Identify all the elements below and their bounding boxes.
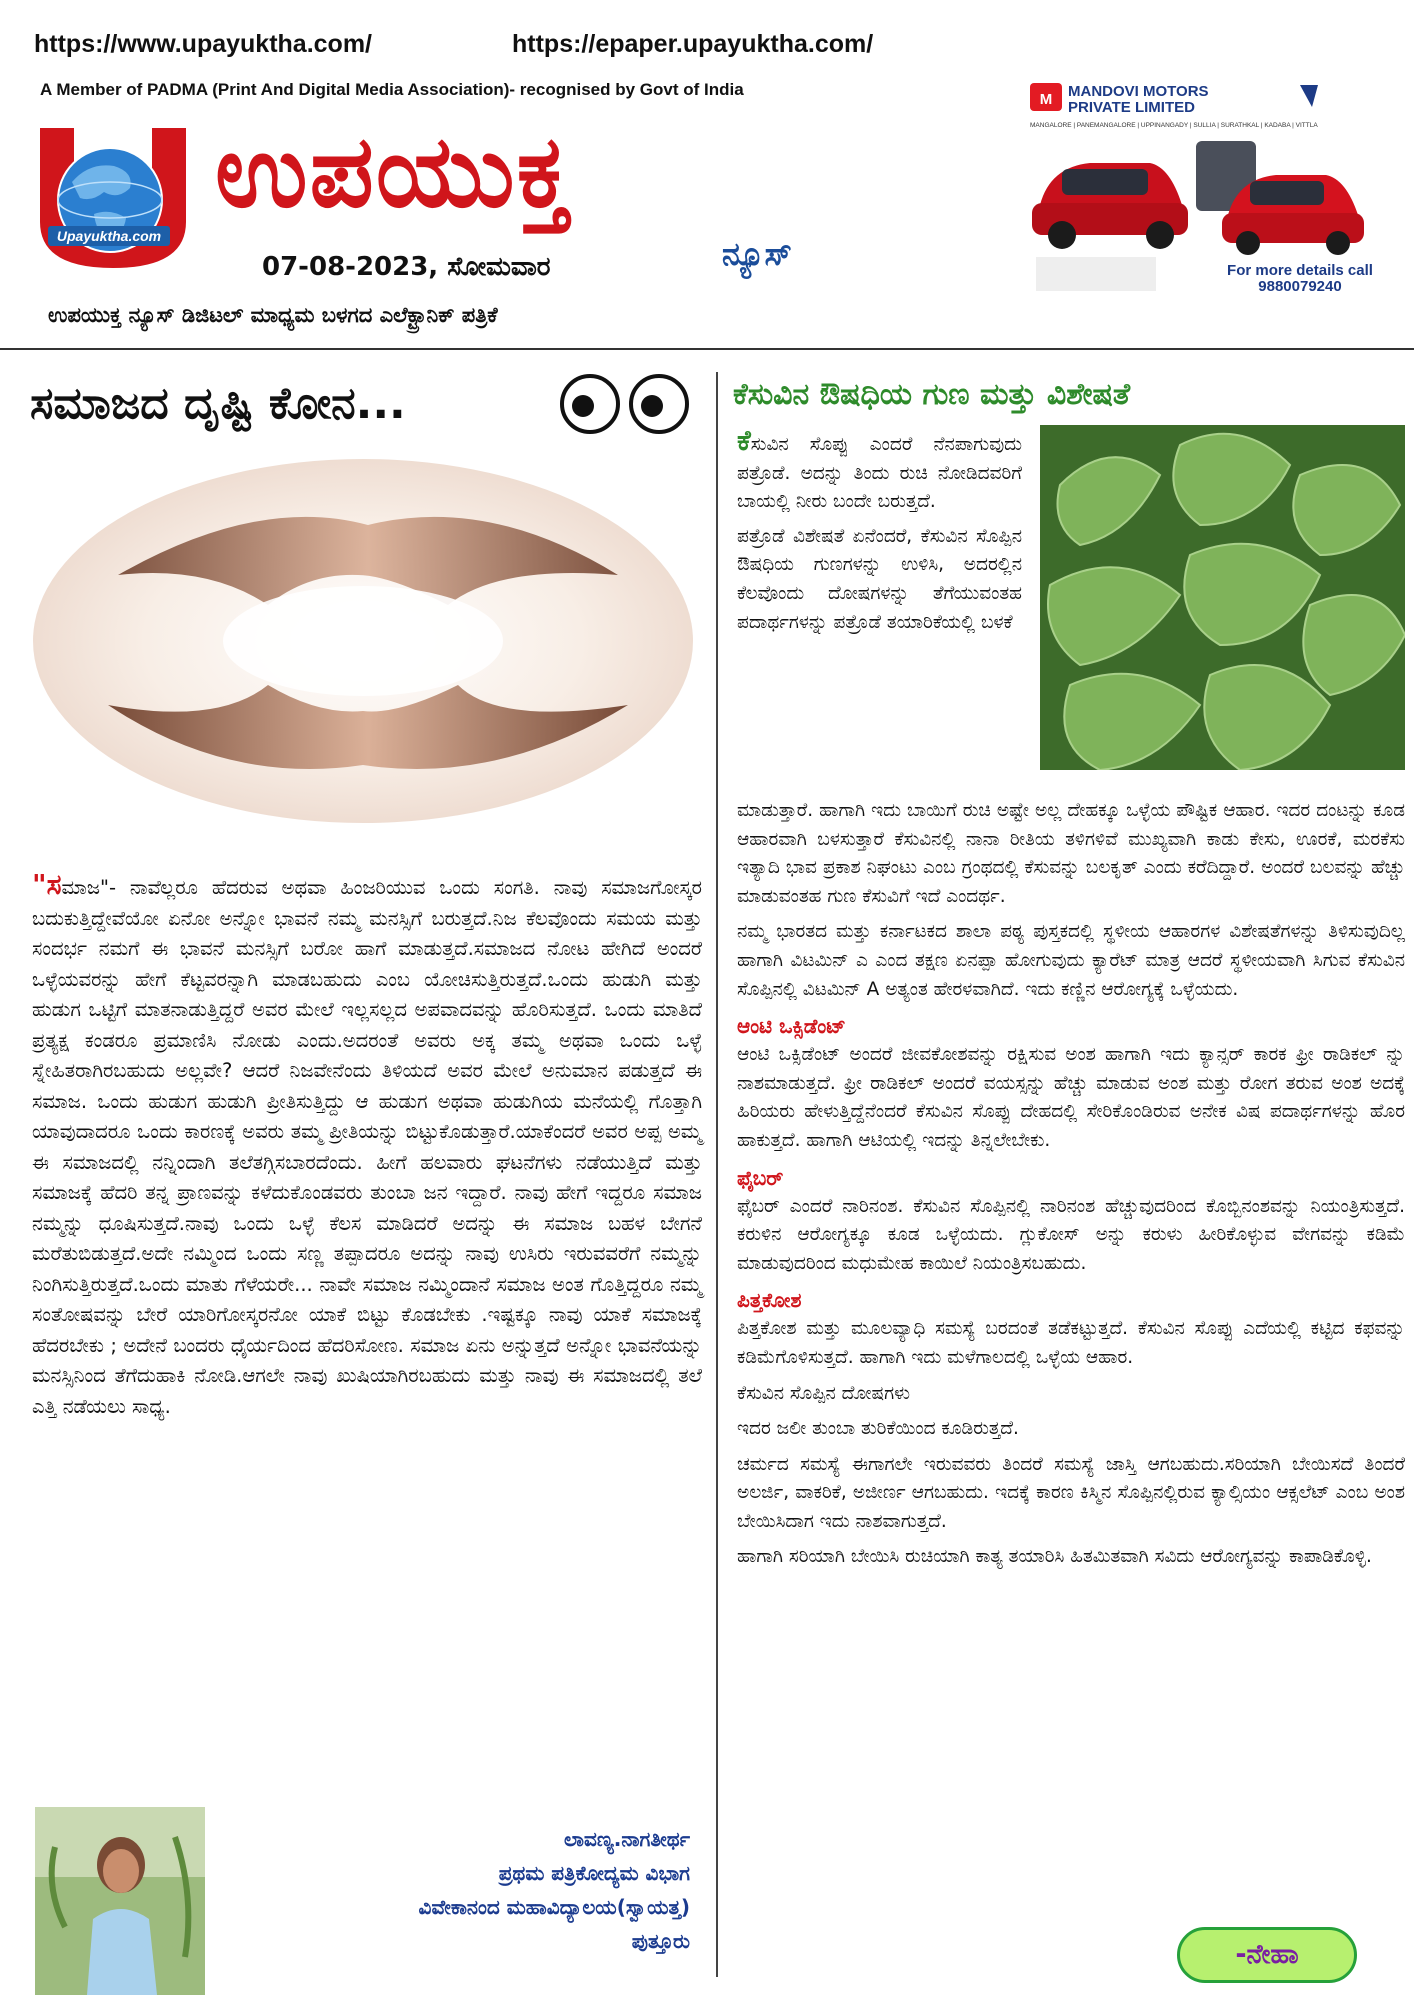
signature-badge: -ನೇಹಾ [1177,1927,1357,1983]
ad-brand-line1: MANDOVI MOTORS [1068,83,1209,100]
masthead-title: ಉಪಯುಕ್ತ [215,113,573,230]
upayuktha-logo [34,122,192,272]
author-college: ವಿವೇಕಾನಂದ ಮಹಾವಿದ್ಯಾಲಯ(ಸ್ವಾಯತ್ತ) [418,1895,690,1919]
member-line: A Member of PADMA (Print And Digital Media Association)- recognised by Govt of India [40,80,744,99]
epaper-url[interactable]: https://epaper.upayuktha.com/ [512,30,874,58]
left-body-text: ಮಾಜ"- ನಾವೆಲ್ಲರೂ ಹೆದರುವ ಅಥವಾ ಹಿಂಜರಿಯುವ ಒಂದು ಸಂಗತಿ. ನಾವು ಸಮಾಜಗೋಸ್ಕರ ಬದುಕುತ್ತಿದ್ದೇವೆಯೋ ಏನೋ ಅನ್ನೋ ಭಾವನೆ ನಮ್ಮ ಮನಸ್ಸಿಗೆ ಬರುತ್ತದೆ.ನಿಜ ಕೆಲವೊಂದು ಸಮಯ ಮತ್ತು ಸಂದರ್ಭ ನಮಗೆ ಈ ಭಾವನೆ ಮನಸ್ಸಿಗೆ ಬರೋ ಹಾಗೆ ಮಾಡುತ್ತದೆ.ಸಮಾಜದ ನೋಟ ಹೇಗಿದೆ ಅಂದರೆ ಒಳ್ಳೆಯವರನ್ನು ಹೇಗೆ ಕೆಟ್ಟವರನ್ನಾಗಿ ಮಾಡಬಹುದು ಎಂಬ ಯೋಚಿಸುತ್ತಿರುತ್ತದೆ.ಒಂದು ಹುಡುಗಿ ಮತ್ತು ಹುಡುಗ ಒಟ್ಟಿಗೆ ಮಾತನಾಡುತ್ತಿದ್ದರೆ ಅವರ ಮೇಲೆ ಇಲ್ಲಸಲ್ಲದ ಅಪವಾದವನ್ನು ಹೊರಿಸುತ್ತದೆ. ಒಂದು ಮಾತಿದೆ ಪ್ರತ್ಯಕ್ಷ ಕಂಡರೂ ಪ್ರಮಾಣಿಸಿ ನೋಡು ಎಂದು.ಅದರಂತೆ ಅವರು ಅಕ್ಕ ತಮ್ಮ ಅಥವಾ ಒಂದು ಒಳ್ಳೆ ಸ್ನೇಹಿತರಾಗಿರಬಹುದು ಅಲ್ಲವೇ? ಆದರೆ ನಿಜವೇನೆಂದು ತಿಳಿಯದೆ ಅವರ ಮೇಲೆ ಅನುಮಾನ ಪಡುತ್ತದೆ ಈ ಸಮಾಜ. ಒಂದು ಹುಡುಗ ಹುಡುಗಿ ಪ್ರೀತಿಸುತ್ತಿದ್ದು ಆ ಹುಡುಗ ಅಥವಾ ಹುಡುಗಿಯ ಮನೆಯಲ್ಲಿ ಗೊತ್ತಾಗಿ ಯಾವುದಾದರೂ ಒಂದು ಕಾರಣಕ್ಕೆ ಅವರು ತಮ್ಮ ಪ್ರೀತಿಯನ್ನು ಬಿಟ್ಟುಕೊಡುತ್ತಾರೆ.ಯಾಕೆಂದರೆ ಅವರ ಅಪ್ಪ ಅಮ್ಮ ಈ ಸಮಾಜದಲ್ಲಿ ನನ್ನಿಂದಾಗಿ ತಲೆತಗ್ಗಿಸಬಾರದೆಂದು. ಹೀಗೆ ಹಲವಾರು ಘಟನೆಗಳು ನಡೆಯುತ್ತಿದೆ ಮತ್ತು ಸಮಾಜಕ್ಕೆ ಹೆದರಿ ತನ್ನ ಪ್ರಾಣವನ್ನು ಕಳೆದುಕೊಂಡವರು ತುಂಬಾ ಜನ ಇದ್ದಾರೆ. ನಾವು ಹೇಗೆ ಇದ್ದರೂ ಸಮಾಜ ನಮ್ಮನ್ನು ಧೂಷಿಸುತ್ತದೆ.ನಾವು ಒಂದು ಒಳ್ಳೆ ಕೆಲಸ ಮಾಡಿದರೆ ಅದನ್ನು ಈ ಸಮಾಜ ಬಹಳ ಬೇಗನೆ ಮರೆತುಬಿಡುತ್ತದೆ.ಅದೇ ನಮ್ಮಿಂದ ಒಂದು ಸಣ್ಣ ತಪ್ಪಾದರೂ ಅದನ್ನು ನಾವು ಉಸಿರು ಇರುವವರೆಗೆ ನಮ್ಮನ್ನು ನಿಂಗಿಸುತ್ತಿರುತ್ತದೆ.ಒಂದು ಮಾತು ಗೆಳೆಯರೇ... ನಾವೇ ಸಮಾಜ ನಮ್ಮಿಂದಾನೆ ಸಮಾಜ ಅಂತ ಗೊತ್ತಿದ್ದರೂ ನಮ್ಮ ಸಂತೋಷವನ್ನು ಬೇರೆ ಯಾರಿಗೋಸ್ಕರನೋ ಯಾಕೆ ಬಿಟ್ಟು ಕೊಡಬೇಕು .ಇಷ್ಟಕ್ಕೂ ನಾವು ಯಾಕೆ ಸಮಾಜಕ್ಕೆ ಹೆದರಬೇಕು ; ಅದೇನೆ ಬಂದರು ಧೈರ್ಯದಿಂದ ಹೆದರಿಸೋಣ. ಸಮಾಜ ಏನು ಅನ್ನುತ್ತದೆ ಅನ್ನೋ ಭಾವನೆಯನ್ನು ಮನಸ್ಸಿನಿಂದ ತೆಗೆದುಹಾಕಿ ನೋಡಿ.ಆಗಲೇ ನಾವು ಖುಷಿಯಾಗಿರಬಹುದು ಮತ್ತು ನಾವು ಈ ಸಮಾಜದಲ್ಲಿ ತಲೆ ಎತ್ತಿ ನಡೆಯಲು ಸಾಧ್ಯ. [32,876,702,1418]
subheading-antioxidant: ಆಂಟಿ ಒಕ್ಸಿಡೆಂಟ್ [737,1014,846,1039]
right-para-6: ಫೈಬರ್ ಎಂದರೆ ನಾರಿನಂಶ. ಕೆಸುವಿನ ಸೊಪ್ಪಿನಲ್ಲಿ ನಾರಿನಂಶ ಹೆಚ್ಚುವುದರಿಂದ ಕೊಬ್ಬಿನಂಶವನ್ನು ನಿಯಂತ್ರಿಸುತ್ತದೆ. ಕರುಳಿನ ಆರೋಗ್ಯಕ್ಕೂ ಕೂಡ ಒಳ್ಳೆಯದು. ಗ್ಲುಕೋಸ್ ಅನ್ನು ಕರುಳು ಹೀರಿಕೊಳ್ಳುವ ವೇಗವನ್ನು ಕಡಿಮೆ ಮಾಡುವುದರಿಂದ ಮಧುಮೇಹ ಕಾಯಿಲೆ ನಿಯಂತ್ರಿಸಬಹುದು. [737,1195,1405,1274]
left-article-body [32,870,702,1422]
right-para-2: ಪತ್ರೊಡೆ ವಿಶೇಷತೆ ಏನೆಂದರೆ, ಕೆಸುವಿನ ಸೊಪ್ಪಿನ ಔಷಧಿಯ ಗುಣಗಳನ್ನು ಉಳಿಸಿ, ಅದರಲ್ಲಿನ ಕೆಲವೊಂದು ದೋಷಗಳನ್ನು ತೆಗೆಯುವಂತಹ ಪದಾರ್ಥಗಳನ್ನು ಪತ್ರೊಡೆ ತಯಾರಿಕೆಯಲ್ಲಿ ಬಳಕೆ [737,525,1022,633]
right-para-5: ಆಂಟಿ ಒಕ್ಸಿಡೆಂಟ್ ಅಂದರೆ ಜೀವಕೋಶವನ್ನು ರಕ್ಷಿಸುವ ಅಂಶ ಹಾಗಾಗಿ ಇದು ಕ್ಯಾನ್ಸರ್ ಕಾರಕ ಫ್ರೀ ರಾಡಿಕಲ್ ನ್ನು ನಾಶಮಾಡುತ್ತದೆ. ಫ್ರೀ ರಾಡಿಕಲ್ ಅಂದರೆ ವಯಸ್ಸನ್ನು ಹೆಚ್ಚು ಮಾಡುವ ಅಂಶ ಮತ್ತು ರೋಗ ತರುವ ಅಂಶ ಅದಕ್ಕೆ ಹಿರಿಯರು ಹೇಳುತ್ತಿದ್ದೆನೆಂದರೆ ಕೆಸುವಿನ ಸೊಪ್ಪು ದೇಹದಲ್ಲಿ ಸೇರಿಕೊಂಡಿರುವ ಅನೇಕ ವಿಷ ಪದಾರ್ಥಗಳನ್ನು ಹೊರ ಹಾಕುತ್ತದೆ. ಹಾಗಾಗಿ ಆಟಿಯಲ್ಲಿ ಇದನ್ನು ತಿನ್ನಲೇಬೇಕು. [737,1044,1405,1151]
right-para-10: ಚರ್ಮದ ಸಮಸ್ಯೆ ಈಗಾಗಲೇ ಇರುವವರು ತಿಂದರೆ ಸಮಸ್ಯೆ ಜಾಸ್ತಿ ಆಗಬಹುದು.ಸರಿಯಾಗಿ ಬೇಯಿಸದೆ ತಿಂದರೆ ಅಲರ್ಜಿ, ವಾಕರಿಕೆ, ಅಜೀರ್ಣ ಆಗಬಹುದು. ಇದಕ್ಕೆ ಕಾರಣ ಕಿಸ್ಮಿನ ಸೊಪ್ಪಿನಲ್ಲಿರುವ ಕ್ಯಾಲ್ಸಿಯಂ ಆಕ್ಸಲೆಟ್ ಎಂಬ ಅಂಶ ಬೇಯಿಸಿದಾಗ ಇದು ನಾಶವಾಗುತ್ತದೆ. [737,1453,1405,1532]
tagline: ಉಪಯುಕ್ತ ನ್ಯೂಸ್ ಡಿಜಿಟಲ್ ಮಾಧ್ಯಮ ಬಳಗದ ಎಲೆಕ್ಟ್ರಾನಿಕ್ ಪತ್ರಿಕೆ [48,303,498,327]
suzuki-logo-icon [1300,85,1318,107]
right-para-3: ಮಾಡುತ್ತಾರೆ. ಹಾಗಾಗಿ ಇದು ಬಾಯಿಗೆ ರುಚಿ ಅಷ್ಟೇ ಅಲ್ಲ ದೇಹಕ್ಕೂ ಒಳ್ಳೆಯ ಪೌಷ್ಟಿಕ ಆಹಾರ. ಇದರ ದಂಟನ್ನು ಕೂಡ ಆಹಾರವಾಗಿ ಬಳಸುತ್ತಾರೆ ಕೆಸುವಿನಲ್ಲಿ ನಾನಾ ರೀತಿಯ ತಳಿಗಳಿವೆ ಮುಖ್ಯವಾಗಿ ಕಾಡು ಕೇಸು, ಊರಕೆ, ಮರಕೆಸು ಇತ್ಯಾದಿ ಭಾವ ಪ್ರಕಾಶ ನಿಘಂಟು ಎಂಬ ಗ್ರಂಥದಲ್ಲಿ ಕೆಸುವನ್ನು ಬಲಕೃತ್ ಎಂದು ಕರೆದಿದ್ದಾರೆ. ಅಂದರೆ ಬಲವನ್ನು ಹೆಚ್ಚು ಮಾಡುವಂತಹ ಗುಣ ಕೆಸುವಿಗೆ ಇದೆ ಎಂದರ್ಥ. [737,800,1405,907]
ad-contact-label: For more details call [1227,262,1373,279]
right-para-11: ಹಾಗಾಗಿ ಸರಿಯಾಗಿ ಬೇಯಿಸಿ ರುಚಿಯಾಗಿ ಕಾತ್ಯ ತಯಾರಿಸಿ ಹಿತಮಿತವಾಗಿ ಸವಿದು ಆರೋಗ್ಯವನ್ನು ಕಾಪಾಡಿಕೊಳ್ಳಿ. [737,1546,1372,1568]
left-article-title: ಸಮಾಜದ ದೃಷ್ಟಿ ಕೋನ... [30,378,406,429]
ad-phone: 9880079240 [1258,278,1342,295]
edition-date: 07-08-2023, ಸೋಮವಾರ [262,252,551,282]
ad-graphic [1000,75,1380,305]
mandovi-motors-ad[interactable] [1000,75,1380,305]
author-byline [240,1822,690,1958]
svg-text:M: M [1039,91,1053,108]
website-url[interactable]: https://www.upayuktha.com/ [34,30,372,58]
colocasia-leaves-image [1040,425,1405,770]
right-intro [737,424,1022,637]
author-department: ಪ್ರಥಮ ಪತ್ರಿಕೋದ್ಯಮ ವಿಭಾಗ [498,1861,690,1885]
ad-locations: MANGALORE | PANEMANGALORE | UPPINANGADY | SULLIA | SURATHKAL | KADABA | VITTLA [1030,122,1318,129]
logo-text: Upayuktha.com [56,228,162,244]
subheading-gallbladder: ಪಿತ್ತಕೋಶ [737,1288,802,1313]
ad-brand-line2: PRIVATE LIMITED [1068,99,1195,116]
cupped-hands-image [28,455,698,827]
right-para-8: ಕೆಸುವಿನ ಸೊಪ್ಪಿನ ದೋಷಗಳು [737,1382,911,1404]
author-place: ಪುತ್ತೂರು [631,1929,690,1953]
column-divider [716,372,718,1977]
subheading-fiber: ಫೈಬರ್ [737,1165,784,1190]
left-dropcap: "ಸ [32,868,62,901]
header-divider [0,348,1414,350]
masthead-subtitle: ನ್ಯೂಸ್ [722,235,792,273]
right-para-7: ಪಿತ್ತಕೋಶ ಮತ್ತು ಮೂಲವ್ಯಾಧಿ ಸಮಸ್ಯೆ ಬರದಂತೆ ತಡೆಕಟ್ಟುತ್ತದೆ. ಕೆಸುವಿನ ಸೊಪ್ಪು ಎದೆಯಲ್ಲಿ ಕಟ್ಟಿದ ಕಫವನ್ನು ಕಡಿಮೆಗೊಳಿಸುತ್ತದೆ. ಹಾಗಾಗಿ ಇದು ಮಳೆಗಾಲದಲ್ಲಿ ಒಳ್ಳೆಯ ಆಹಾರ. [737,1318,1405,1368]
author-photo [35,1807,205,1995]
right-article-title: ಕೆಸುವಿನ ಔಷಧಿಯ ಗುಣ ಮತ್ತು ವಿಶೇಷತೆ [733,377,1131,412]
right-article-body [737,797,1405,1579]
right-para-9: ಇದರ ಜಲೀ ತುಂಬಾ ತುರಿಕೆಯಿಂದ ಕೂಡಿರುತ್ತದೆ. [737,1418,1019,1440]
right-para-1: ಸುವಿನ ಸೊಪ್ಪು ಎಂದರೆ ನೆನಪಾಗುವುದು ಪತ್ರೊಡೆ. ಅದನ್ನು ತಿಂದು ರುಚಿ ನೋಡಿದವರಿಗೆ ಬಾಯಲ್ಲಿ ನೀರು ಬಂದೇ ಬರುತ್ತದೆ. [737,434,1022,513]
eyes-icon [557,373,692,435]
author-name: ಲಾವಣ್ಯ.ನಾಗತೀರ್ಥ [563,1827,690,1851]
right-para-4: ನಮ್ಮ ಭಾರತದ ಮತ್ತು ಕರ್ನಾಟಕದ ಶಾಲಾ ಪಠ್ಯ ಪುಸ್ತಕದಲ್ಲಿ ಸ್ಥಳೀಯ ಆಹಾರಗಳ ವಿಶೇಷತೆಗಳನ್ನು ತಿಳಿಸುವುದಿಲ್ಲ ಹಾಗಾಗಿ ವಿಟಮಿನ್ ಎ ಎಂದ ತಕ್ಷಣ ಏನಪ್ಪಾ ಹೋಗುವುದು ಕ್ಯಾರೆಟ್ ಮಾತ್ರ ಆದರೆ ಸ್ಥಳೀಯವಾಗಿ ಸಿಗುವ ಕೆಸುವಿನ ಸೊಪ್ಪಿನಲ್ಲಿ ವಿಟಮಿನ್ A ಅತ್ಯಂತ ಹೇರಳವಾಗಿದೆ. ಇದು ಕಣ್ಣಿನ ಆರೋಗ್ಯಕ್ಕೆ ಒಳ್ಳೆಯದು. [737,921,1405,1000]
red-car-left-icon [1032,163,1188,249]
right-dropcap: ಕೆ [737,424,751,457]
